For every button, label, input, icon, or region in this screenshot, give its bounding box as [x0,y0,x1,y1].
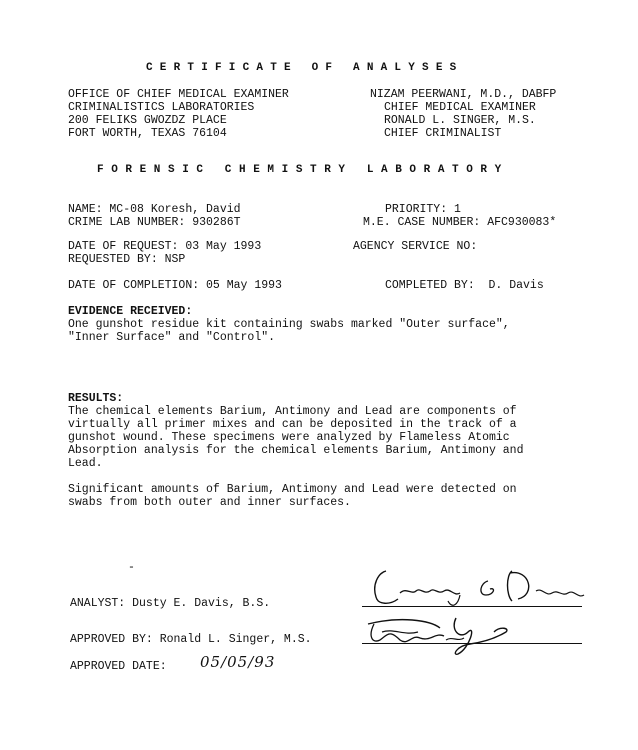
results-line-7: swabs from both outer and inner surfaces. [68,496,351,509]
document-title: CERTIFICATE OF ANALYSES [146,62,464,74]
date-of-request: DATE OF REQUEST: 03 May 1993 [68,240,262,253]
results-line-3: gunshot wound. These specimens were analyzed by Flameless Atomic [68,431,510,444]
crime-lab-number: CRIME LAB NUMBER: 930286T [68,216,241,229]
office-line-3: 200 FELIKS GWOZDZ PLACE [68,114,227,127]
examiner-line-1: NIZAM PEERWANI, M.D., DABFP [370,88,557,101]
me-case-number: M.E. CASE NUMBER: AFC930083* [363,216,557,229]
results-line-6: Significant amounts of Barium, Antimony and Lead were detected on [68,483,517,496]
results-line-4: Absorption analysis for the chemical elements Barium, Antimony and [68,444,524,457]
analyst-signature [360,565,590,610]
requested-by: REQUESTED BY: NSP [68,253,186,266]
examiner-line-2: CHIEF MEDICAL EXAMINER [384,101,536,114]
approved-date-handwritten: 05/05/93 [200,653,276,671]
office-line-1: OFFICE OF CHIEF MEDICAL EXAMINER [68,88,289,101]
office-line-4: FORT WORTH, TEXAS 76104 [68,127,227,140]
examiner-line-4: CHIEF CRIMINALIST [384,127,502,140]
approver-signature [360,610,520,660]
results-heading: RESULTS: [68,392,124,405]
evidence-line-2: "Inner Surface" and "Control". [68,331,276,344]
evidence-heading: EVIDENCE RECEIVED: [68,305,193,318]
results-line-1: The chemical elements Barium, Antimony and Lead are components of [68,405,517,418]
date-of-completion: DATE OF COMPLETION: 05 May 1993 [68,279,282,292]
agency-service: AGENCY SERVICE NO: [353,240,478,253]
results-line-5: Lead. [68,457,103,470]
analyst-line: ANALYST: Dusty E. Davis, B.S. [70,597,271,610]
approved-date-label: APPROVED DATE: [70,660,167,673]
stray-mark: - [128,561,135,574]
examiner-line-3: RONALD L. SINGER, M.S. [384,114,536,127]
evidence-line-1: One gunshot residue kit containing swabs marked "Outer surface", [68,318,510,331]
results-line-2: virtually all primer mixes and can be deposited in the track of a [68,418,517,431]
office-line-2: CRIMINALISTICS LABORATORIES [68,101,255,114]
case-priority: PRIORITY: 1 [385,203,461,216]
approved-by-line: APPROVED BY: Ronald L. Singer, M.S. [70,633,312,646]
lab-heading: FORENSIC CHEMISTRY LABORATORY [97,164,509,176]
case-name: NAME: MC-08 Koresh, David [68,203,241,216]
completed-by: COMPLETED BY: D. Davis [385,279,544,292]
